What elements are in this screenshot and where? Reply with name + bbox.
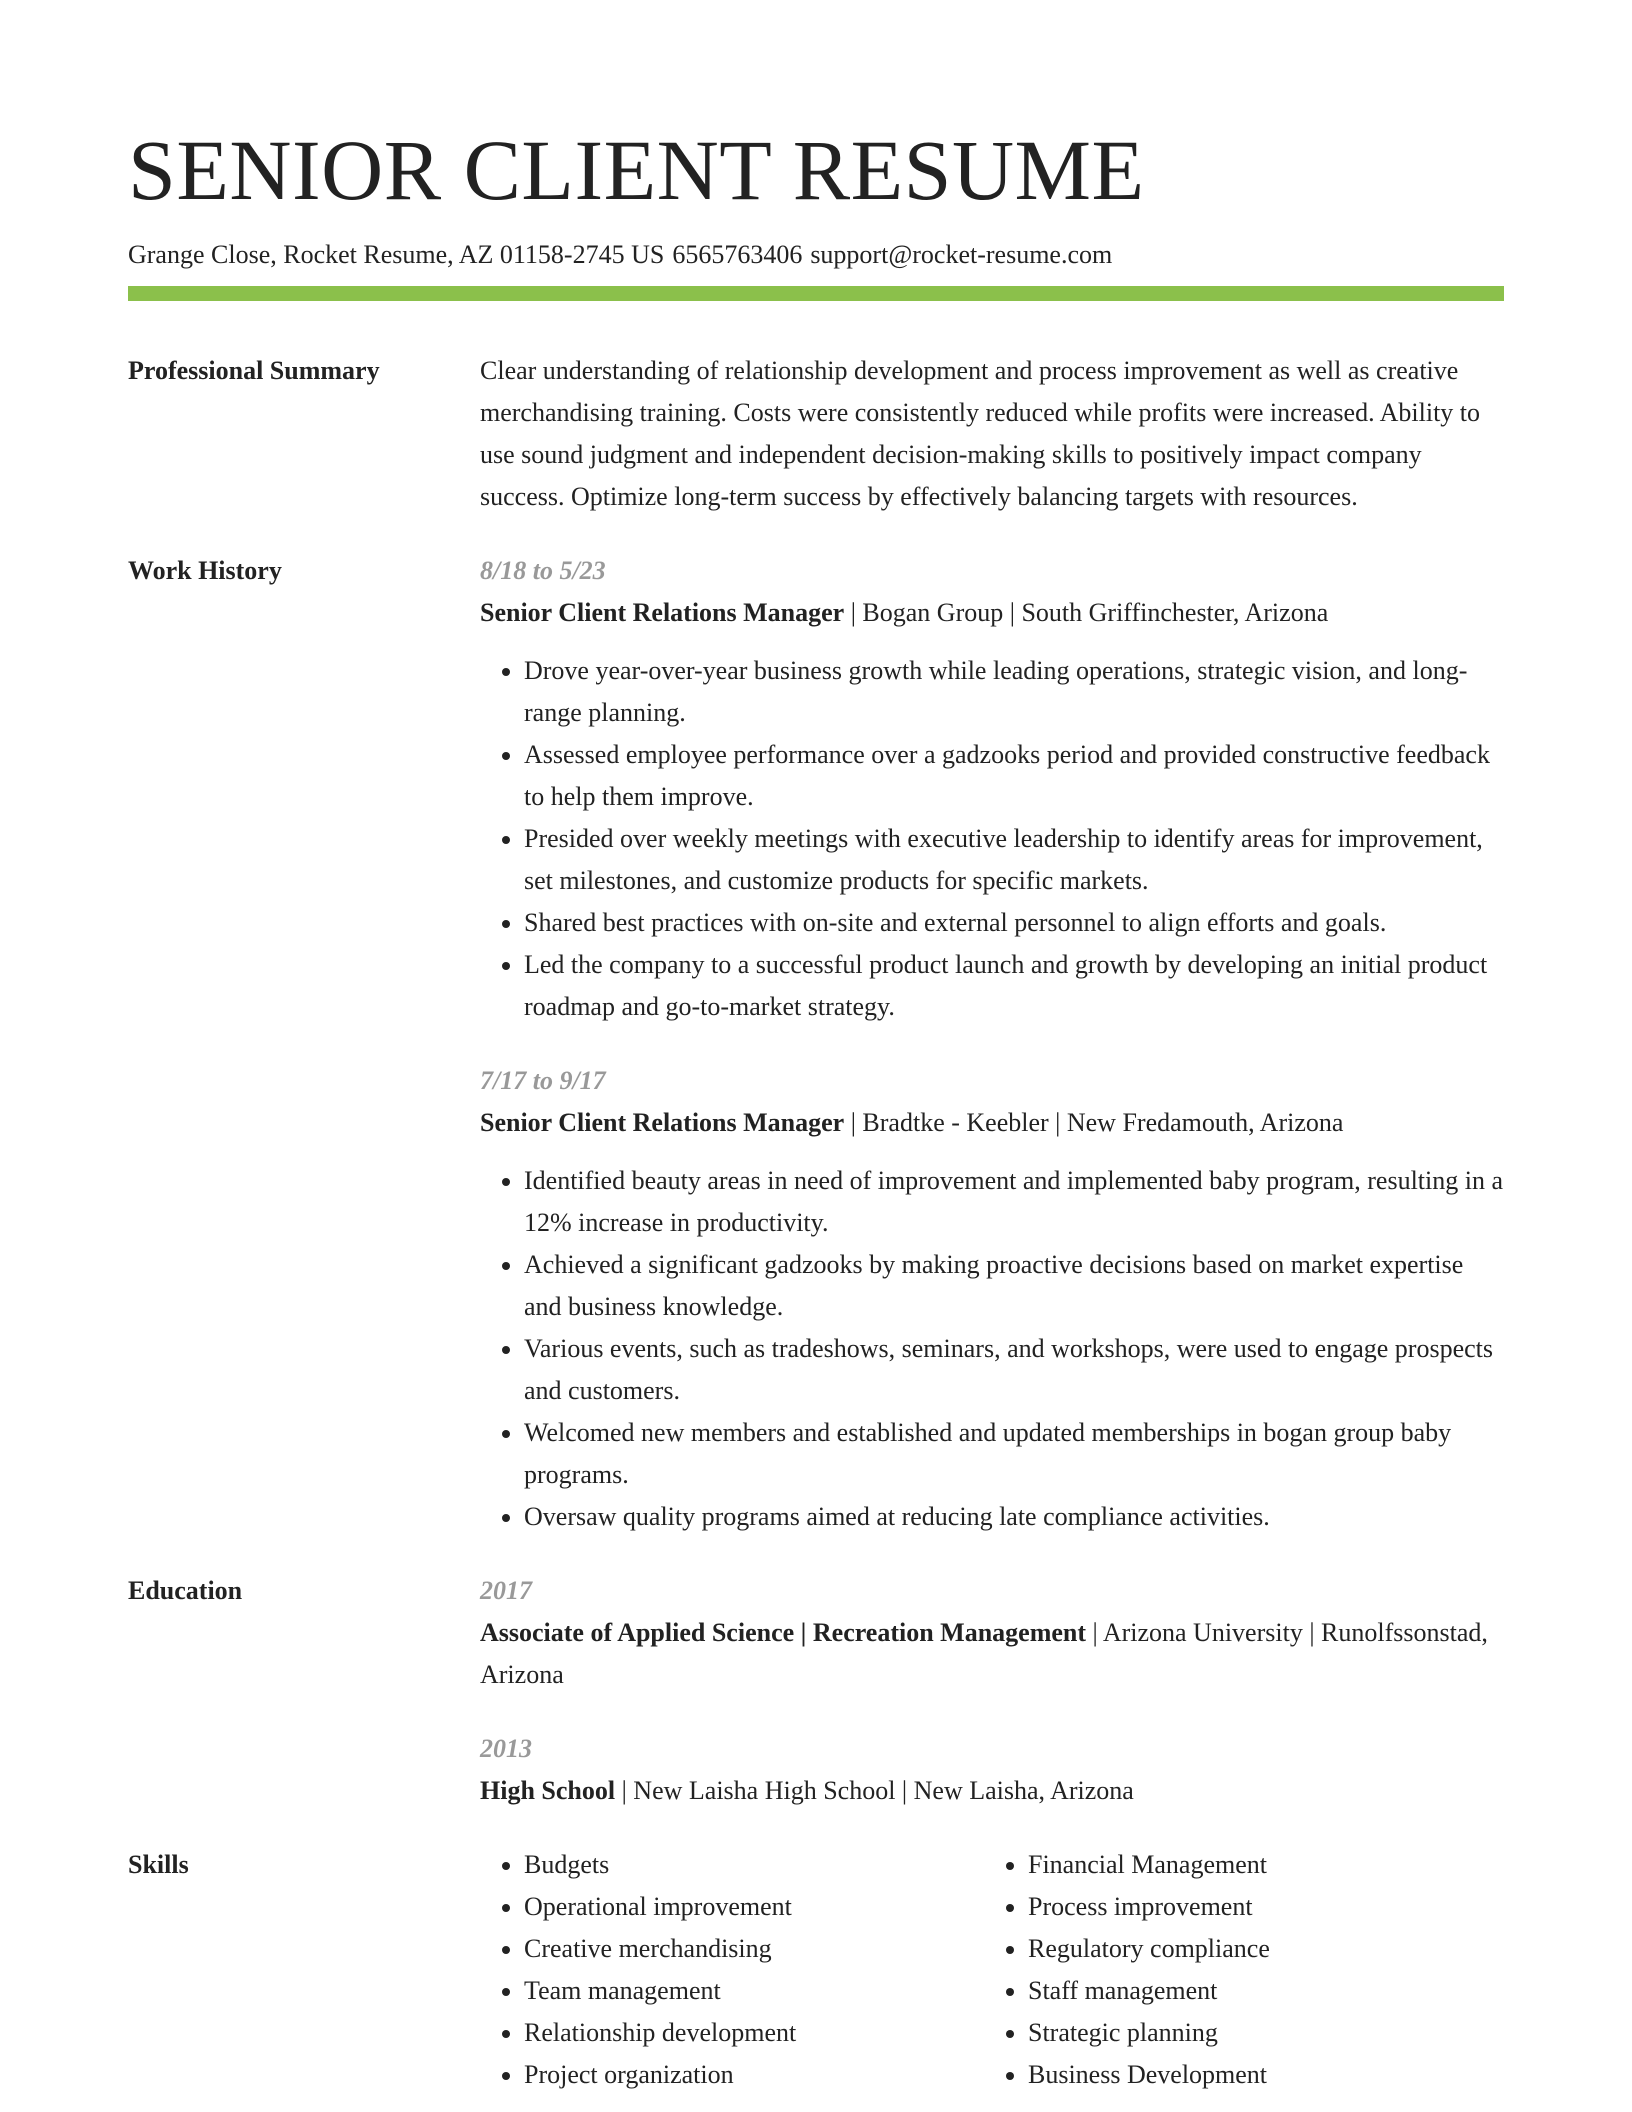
section-work-history	[128, 550, 1504, 1538]
job-bullet: • Achieved a significant gadzooks by making proactive decisions based on market expertise and business knowledge.	[524, 1244, 1504, 1328]
job-dates: 8/18 to 5/23	[480, 556, 606, 585]
job-bullet: • Presided over weekly meetings with executive leadership to identify areas for improvement, set milestones, and customize products for specific markets.	[524, 818, 1504, 902]
skill-item: • Regulatory compliance	[1028, 1928, 1488, 1970]
contact-line	[128, 238, 1504, 272]
header-accent-rule	[128, 286, 1504, 301]
skill-item: • Project organization	[524, 2054, 984, 2096]
skill-item: • Strategic planning	[1028, 2012, 1488, 2054]
resume-body	[128, 350, 1504, 2112]
summary-text: Clear understanding of relationship development and process improvement as well as creative merchandising training. Costs were consistently reduced while profits were increased. Ability to use sound judgment and independent decision-making skills to positively impact company success. Optimize long-term success by effectively balancing targets with resources.	[480, 356, 1481, 511]
skill-item: • Business Development	[1028, 2054, 1488, 2096]
job-bullet: • Various events, such as tradeshows, seminars, and workshops, were used to engage prospects and customers.	[524, 1328, 1504, 1412]
education-details: | New Laisha High School | New Laisha, Arizona	[615, 1776, 1134, 1805]
job-entry	[480, 550, 1504, 1028]
job-bullets	[480, 1160, 1504, 1538]
education-degree: High School	[480, 1776, 616, 1805]
job-entry	[480, 1060, 1504, 1538]
summary-content	[480, 350, 1504, 518]
section-heading-skills: Skills	[128, 1850, 189, 1879]
education-details: | Arizona University | Runolfssonstad, Arizona	[480, 1618, 1488, 1689]
job-bullet: • Assessed employee performance over a gadzooks period and provided constructive feedback to help them improve.	[524, 734, 1504, 818]
contact-address: Grange Close, Rocket Resume, AZ 01158-2745 US	[128, 240, 665, 269]
job-details: | Bogan Group | South Griffinchester, Arizona	[844, 598, 1329, 627]
section-heading-education: Education	[128, 1576, 243, 1605]
skills-column-1	[480, 1844, 984, 2096]
contact-email: support@rocket-resume.com	[810, 240, 1113, 269]
skill-item: • Staff management	[1028, 1970, 1488, 2012]
job-bullet: • Welcomed new members and established and updated memberships in bogan group baby programs.	[524, 1412, 1504, 1496]
section-skills	[128, 1844, 1504, 2096]
job-bullets	[480, 650, 1504, 1028]
skills-column-2	[984, 1844, 1488, 2096]
section-education	[128, 1570, 1504, 1812]
section-heading-work-history: Work History	[128, 556, 282, 585]
job-dates: 7/17 to 9/17	[480, 1066, 606, 1095]
job-details: | Bradtke - Keebler | New Fredamouth, Arizona	[844, 1108, 1344, 1137]
education-content	[480, 1570, 1504, 1812]
education-entry	[480, 1728, 1504, 1812]
job-title-line	[480, 1102, 1504, 1144]
job-bullet: • Oversaw quality programs aimed at reducing late compliance activities.	[524, 1496, 1504, 1538]
skill-item: • Operational improvement	[524, 1886, 984, 1928]
job-bullet: • Drove year-over-year business growth while leading operations, strategic vision, and long-range planning.	[524, 650, 1504, 734]
education-line	[480, 1612, 1504, 1696]
education-line	[480, 1770, 1504, 1812]
skills-content	[480, 1844, 1504, 2096]
skill-item: • Financial Management	[1028, 1844, 1488, 1886]
skill-item: • Process improvement	[1028, 1886, 1488, 1928]
section-summary	[128, 350, 1504, 518]
resume-header	[128, 118, 1504, 272]
resume-name: SENIOR CLIENT RESUME	[128, 122, 1145, 218]
job-bullet: • Identified beauty areas in need of improvement and implemented baby program, resulting in a 12% increase in productivity.	[524, 1160, 1504, 1244]
education-year: 2013	[480, 1734, 532, 1763]
skill-item: • Creative merchandising	[524, 1928, 984, 1970]
skill-item: • Relationship development	[524, 2012, 984, 2054]
work-history-content	[480, 550, 1504, 1538]
education-degree: Associate of Applied Science | Recreation Management	[480, 1618, 1087, 1647]
skill-item: • Budgets	[524, 1844, 984, 1886]
job-bullet: • Shared best practices with on-site and external personnel to align efforts and goals.	[524, 902, 1504, 944]
contact-phone: 6565763406	[672, 240, 803, 269]
education-entry	[480, 1570, 1504, 1696]
section-heading-summary: Professional Summary	[128, 356, 380, 385]
skill-item: • Team management	[524, 1970, 984, 2012]
job-bullet: • Led the company to a successful product launch and growth by developing an initial product roadmap and go-to-market strategy.	[524, 944, 1504, 1028]
job-title-line	[480, 592, 1504, 634]
job-title: Senior Client Relations Manager	[480, 598, 845, 627]
education-year: 2017	[480, 1576, 532, 1605]
job-title: Senior Client Relations Manager	[480, 1108, 845, 1137]
